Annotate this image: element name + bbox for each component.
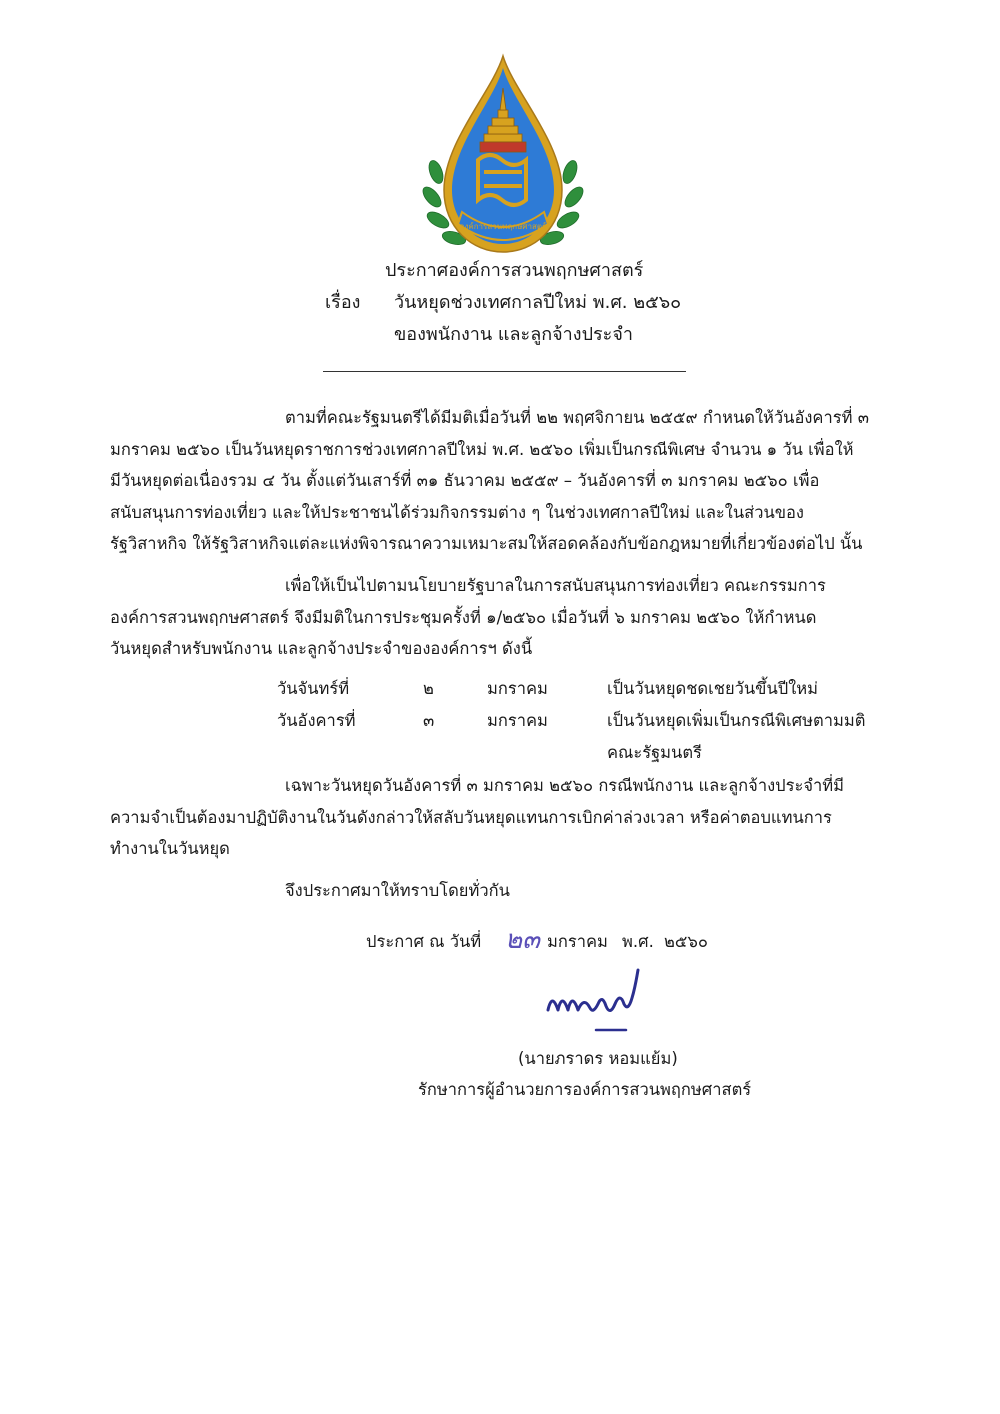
holiday-day: วันจันทร์ที่ xyxy=(277,679,350,698)
holiday-description: เป็นวันหยุดชดเชยวันขึ้นปีใหม่ xyxy=(607,679,819,698)
holiday-description: คณะรัฐมนตรี xyxy=(607,743,702,762)
signer-position: รักษาการผู้อำนวยการองค์การสวนพฤกษศาสตร์ xyxy=(418,1080,752,1099)
subject-label: เรื่อง xyxy=(325,292,361,313)
closing-line: จึงประกาศมาให้ทราบโดยทั่วกัน xyxy=(285,881,510,900)
paragraph-line: องค์การสวนพฤกษศาสตร์ จึงมีมติในการประชุมครั้งที่ ๑/๒๕๖๐ เมื่อวันที่ ๖ มกราคม ๒๕๖๐ ให้กำหนด xyxy=(110,607,817,627)
paragraph-line: สนับสนุนการท่องเที่ยว และให้ประชาชนได้ร่วมกิจกรรมต่าง ๆ ในช่วงเทศกาลปีใหม่ และในส่วนของ xyxy=(110,502,804,522)
paragraph-line: วันหยุดสำหรับพนักงาน และลูกจ้างประจำขององค์การฯ ดังนี้ xyxy=(110,639,533,658)
paragraph-2 xyxy=(110,570,890,665)
paragraph-line: เฉพาะวันหยุดวันอังคารที่ ๓ มกราคม ๒๕๖๐ กรณีพนักงาน และลูกจ้างประจำที่มี xyxy=(285,776,845,795)
holiday-date: ๓ xyxy=(423,711,435,730)
holiday-month: มกราคม xyxy=(487,679,548,698)
subject-line-1: วันหยุดช่วงเทศกาลปีใหม่ พ.ศ. ๒๕๖๐ xyxy=(394,292,682,313)
holiday-month: มกราคม xyxy=(487,711,548,730)
paragraph-line: รัฐวิสาหกิจ ให้รัฐวิสาหกิจแต่ละแห่งพิจารณาความเหมาะสมให้สอดคล้องกับข้อกฎหมายที่เกี่ยวข้องต่อไป นั้น xyxy=(110,534,863,553)
holiday-day: วันอังคารที่ xyxy=(277,711,356,730)
organization-logo xyxy=(422,52,584,264)
announcement-title: ประกาศองค์การสวนพฤกษศาสตร์ xyxy=(385,260,644,281)
paragraph-line: ความจำเป็นต้องมาปฏิบัติงานในวันดังกล่าวให้สลับวันหยุดแทนการเบิกค่าล่วงเวลา หรือค่าตอบแทนการ xyxy=(110,807,832,827)
dateline-day-handwritten: ๒๓ xyxy=(505,925,540,955)
paragraph-1 xyxy=(110,402,890,560)
heading-divider xyxy=(323,371,686,372)
paragraph-line: ตามที่คณะรัฐมนตรีได้มีมติเมื่อวันที่ ๒๒ พฤศจิกายน ๒๕๕๙ กำหนดให้วันอังคารที่ ๓ xyxy=(285,408,869,427)
paragraph-line: มีวันหยุดต่อเนื่องรวม ๔ วัน ตั้งแต่วันเสาร์ที่ ๓๑ ธันวาคม ๒๕๕๙ – วันอังคารที่ ๓ มกราคม ๒๕๖๐ เพื่อ xyxy=(110,471,820,490)
paragraph-line: ทำงานในวันหยุด xyxy=(110,839,230,858)
closing-paragraph xyxy=(110,875,890,907)
holiday-date: ๒ xyxy=(423,679,434,698)
dateline-year: ๒๕๖๐ xyxy=(664,932,708,951)
paragraph-line: เพื่อให้เป็นไปตามนโยบายรัฐบาลในการสนับสนุนการท่องเที่ยว คณะกรรมการ xyxy=(285,576,826,595)
dateline-prefix: ประกาศ ณ วันที่ xyxy=(366,932,482,951)
signer-name: (นายภราดร หอมแย้ม) xyxy=(518,1049,678,1068)
dateline-month: มกราคม xyxy=(547,932,608,951)
subject-line-2: ของพนักงาน และลูกจ้างประจำ xyxy=(394,324,633,345)
paragraph-3 xyxy=(110,770,890,865)
holiday-description: เป็นวันหยุดเพิ่มเป็นกรณีพิเศษตามมติ xyxy=(607,711,866,730)
handwritten-signature xyxy=(540,968,660,1038)
dateline-era: พ.ศ. xyxy=(622,932,654,951)
paragraph-line: มกราคม ๒๕๖๐ เป็นวันหยุดราชการช่วงเทศกาลปีใหม่ พ.ศ. ๒๕๖๐ เพิ่มเป็นกรณีพิเศษ จำนวน ๑ วัน เพื่อให้ xyxy=(110,439,854,459)
logo-banner-text: องค์การสวนพฤกษศาสตร์ xyxy=(459,222,547,231)
